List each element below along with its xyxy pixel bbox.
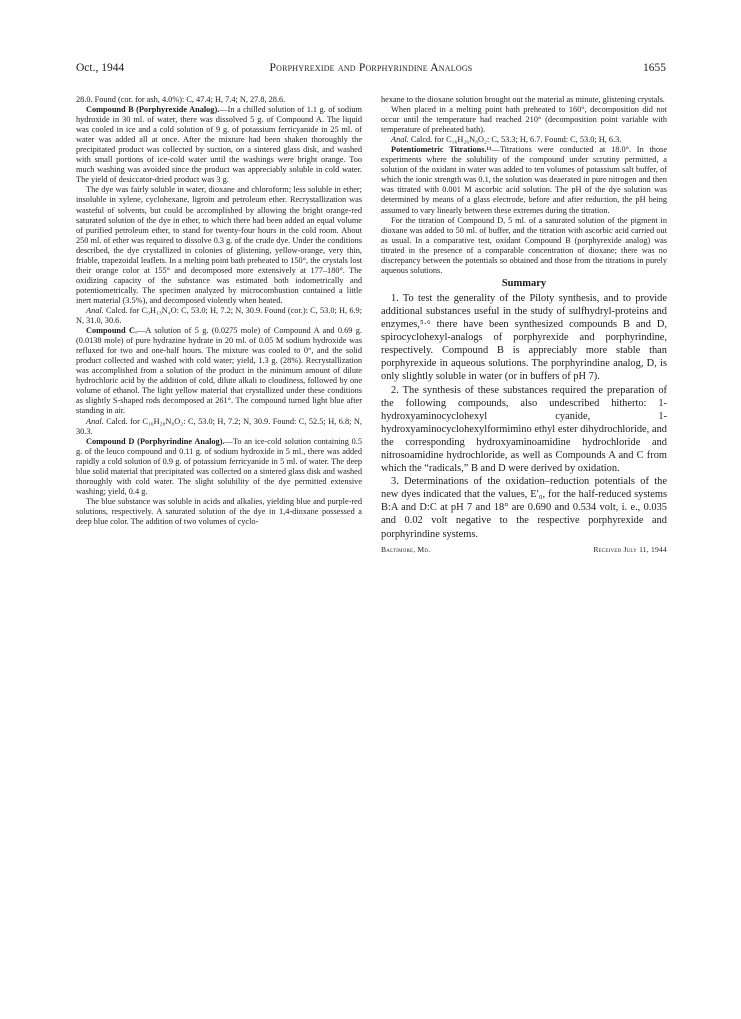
paragraph bbox=[381, 105, 667, 135]
paragraph-text: When placed in a melting point bath preheated to 160°, decomposition did not occur until the temperature had reached 210° (decomposition point variable with temperature of preheated bath). bbox=[381, 105, 667, 135]
summary-paragraph: 1. To test the generality of the Piloty synthesis, and to provide additional substances useful in the study of sulfhydryl-proteins and enzymes,⁵·⁶ there have been synthesized compounds B and D, spirocyclohexyl-analogs of porphyrexide and porphyrindine, respectively. Compound B is appreciably more stable than porphyrexide in aqueous solutions. The porphyrindine analog, D, is only slightly soluble in water (or in buffers of pH 7). bbox=[381, 292, 667, 383]
analysis-label: Anal. bbox=[86, 305, 104, 315]
paragraph-text: Calcd. for C₁₆H₂₆N₈O₂: C, 53.3; H, 6.7. Found: C, 53.0; H, 6.3. bbox=[408, 135, 622, 145]
paragraph-text: Calcd. for C₉H₁₃N₄O: C, 53.0; H, 7.2; N, 30.9. Found (cor.): C, 53.0; H, 6.9; N, 31.0, 30.6. bbox=[76, 305, 362, 326]
running-title: Porphyrexide and Porphyrindine Analogs bbox=[269, 62, 473, 74]
summary-heading: Summary bbox=[501, 277, 547, 289]
right-column bbox=[381, 95, 667, 557]
paragraph bbox=[381, 95, 667, 105]
paragraph-text: —Titrations were conducted at 18.0°. In those experiments where the solubility of the compound under scrutiny permitted, a solution of the oxidant in water was added to ten volumes of potassium salt buffer, of which the ionic strength was 0.1, the solution was deaerated in pure nitrogen and then was titrated with 0.001 M ascorbic acid solution. The pH of the dye solution was determined by means of a glass electrode, before and after reduction, the pH being assumed to vary linearly between these extremes during the titration. bbox=[381, 145, 668, 215]
paragraph bbox=[76, 185, 362, 306]
paragraph-text: —A solution of 5 g. (0.0275 mole) of Compound A and 0.69 g. (0.0138 mole) of pure hydrazine hydrate in 20 ml. of 0.05 M sodium hydroxide was refluxed for two and one-half hours. The mixture was cooled to 0°, and the solid product collected and washed with cold water; yield, 1.3 g. (28%). Recrystallization was accomplished from a solution of the product in the minimum amount of dilute hydrochloric acid by the addition of cold, dilute alkali to cloudiness, followed by one volume of ethanol. The light yellow material that crystallized under these conditions as slightly S-shaped rods decomposed at 261°. The compound turned light blue after standing in air. bbox=[76, 326, 362, 416]
paragraph bbox=[381, 216, 667, 276]
paragraph-text: Calcd. for C₁₆H₂₈N₈O₂: C, 53.0; H, 7.2; N, 30.9. Found: C, 52.5; H, 6.8; N, 30.3. bbox=[76, 416, 362, 436]
paragraph bbox=[76, 95, 362, 105]
section-lead: Compound B (Porphyrexide Analog). bbox=[86, 105, 220, 115]
paragraph-text: The dye was fairly soluble in water, dioxane and chloroform; less soluble in ether; insoluble in xylene, cyclohexane, ligroin and petroleum ether. Recrystallization was wasteful of solvents, but could be accomplished by allowing the bright orange-red saturated solution of the dye in ether, to which there had been added an equal volume of purified petroleum ether, to stand for twenty-four hours in the cold room. About 250 ml. of ether was required to dissolve 0.3 g. of the crude dye. Under the conditions described, the dye crystallized in colonies of glistening, yellow-orange, very thin, friable, trapezoidal leaflets. In a melting point bath preheated to 150°, the crystals lost their orange color at 155° and decomposed more extensively at 177–180°. The oxidizing capacity of the substance was estimated both iodometrically and potentiometrically. The specimen analyzed by microcombustion contained a little inert material (3.5%), and decomposed violently when heated. bbox=[76, 185, 362, 305]
paragraph bbox=[381, 135, 667, 145]
author-location: Baltimore, Md. bbox=[381, 544, 431, 554]
paragraph-text: For the titration of Compound D, 5 ml. of a saturated solution of the pigment in dioxane was added to 50 ml. of buffer, and the titration with ascorbic acid carried out as usual. In a comparative test, oxidant Compound B (porphyrexide analog) was titrated in the presence of a comparable concentration of dioxane; there was no discrepancy between the potentials so obtained and those from the titrations in purely aqueous solutions. bbox=[381, 215, 667, 275]
summary-paragraph: 3. Determinations of the oxidation–reduction potentials of the new dyes indicated that the values, E′₀, for the half-reduced systems B:A and D:C at pH 7 and 18° are 0.690 and 0.534 volt, i. e., 0.035 and 0.02 volt negative to the respective porphyrexide and porphyrindine systems. bbox=[381, 476, 667, 540]
analysis-label: Anal. bbox=[86, 416, 104, 426]
summary-paragraph: 2. The synthesis of these substances required the preparation of the following compounds, also undescribed hitherto: 1-hydroxyaminocyclohexyl cyanide, 1-hydroxyaminocyclohexylformimino ethyl ester dihydrochloride, and the corresponding hydroxyaminoamidine hydrochloride and nitrosoamidine hydrochloride, as well as Compounds A and C from which the “radicals,” B and D were derived by oxidation. bbox=[381, 384, 667, 475]
issue-date: Oct., 1944 bbox=[76, 62, 125, 74]
paragraph-text: The blue substance was soluble in acids and alkalies, yielding blue and purple-red solutions, respectively. A saturated solution of the dye in 1,4-dioxane possessed a deep blue color. The addition of two volumes of cyclo- bbox=[76, 496, 362, 526]
article-footer bbox=[381, 545, 667, 557]
page-number: 1655 bbox=[643, 62, 666, 74]
section-lead: Compound D (Porphyrindine Analog). bbox=[86, 436, 225, 446]
section-lead: Potentiometric Titrations.¹¹ bbox=[391, 145, 492, 155]
analysis-label: Anal. bbox=[391, 135, 409, 145]
received-date: Received July 11, 1944 bbox=[593, 544, 667, 554]
paragraph bbox=[76, 105, 362, 185]
paragraph bbox=[381, 145, 667, 215]
summary-body bbox=[381, 292, 667, 541]
paragraph bbox=[76, 437, 362, 497]
paragraph-text: hexane to the dioxane solution brought out the material as minute, glistening crystals. bbox=[381, 95, 665, 104]
paragraph-text: —In a chilled solution of 1.1 g. of sodium hydroxide in 30 ml. of water, there was dissolved 5 g. of Compound A. The liquid was cooled in ice and a cold solution of 9 g. of potassium ferricyanide in 25 ml. of water was added all at once. After the mixture had been shaken thoroughly the precipitated product was collected by suction, on a sintered glass disk, and washed with small portions of ice-cold water until the washings were bright orange. Too much washing was avoided since the product was appreciably soluble in cold water. The yield of desiccator-dried product was 3 g. bbox=[76, 105, 362, 185]
paragraph-text: 28.0. Found (cor. for ash, 4.0%): C, 47.4; H, 7.4; N, 27.8, 28.6. bbox=[76, 95, 286, 104]
section-lead: Compound C. bbox=[86, 326, 138, 336]
paragraph bbox=[76, 497, 362, 527]
paragraph-text: —To an ice-cold solution containing 0.5 g. of the leuco compound and 0.11 g. of sodium hydroxide in 5 ml., there was added rapidly a cold solution of 0.9 g. of potassium ferricyanide in 5 ml. of water. The deep blue solid material that precipitated was collected on a sintered glass disk and washed thoroughly with cold water. The slight solubility of the dye permitted extensive washing; yield, 0.4 g. bbox=[76, 436, 362, 496]
running-header bbox=[76, 62, 666, 78]
paragraph bbox=[76, 326, 362, 416]
right-column-body bbox=[381, 95, 667, 276]
summary-section bbox=[381, 279, 667, 541]
paragraph bbox=[76, 306, 362, 326]
paragraph bbox=[76, 417, 362, 437]
left-column bbox=[76, 95, 362, 527]
